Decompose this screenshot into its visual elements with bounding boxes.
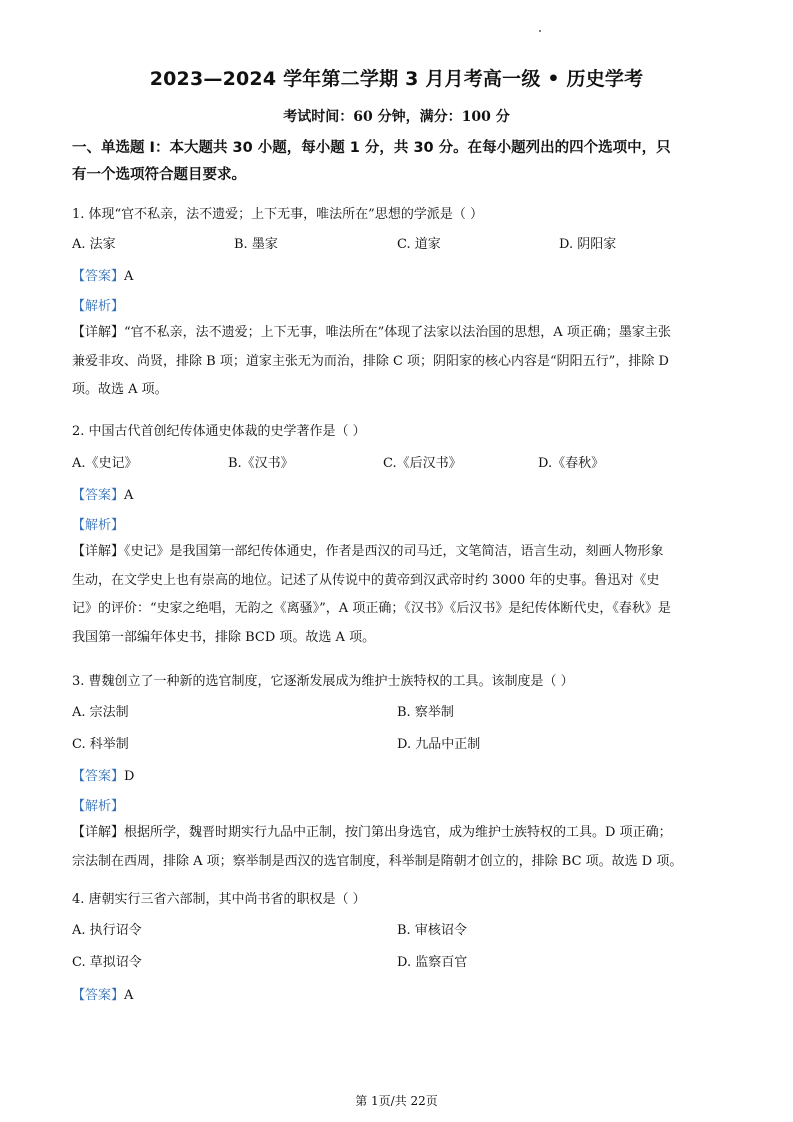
detail-paragraph: [72, 819, 722, 876]
analysis-label: 【解析】: [72, 518, 125, 533]
option-b: B. 察举制: [397, 705, 454, 720]
answer-label: 【答案】: [72, 769, 125, 784]
option-c: C.《后汉书》: [383, 456, 462, 471]
page-title: 2023—2024 学年第二学期 3 月月考高一级 • 历史学考: [149, 68, 644, 90]
answer-value: A: [124, 488, 134, 503]
option-b: B. 墨家: [234, 237, 278, 252]
option-a: A. 宗法制: [72, 705, 129, 720]
detail-line: 宗法制在西周，排除 A 项；察举制是西汉的选官制度，科举制是隋朝才创立的，排除 BC 项。故选 D 项。: [72, 853, 683, 869]
detail-line: 我国第一部编年体史书，排除 BCD 项。故选 A 项。: [72, 629, 376, 645]
answer-line: [72, 765, 134, 784]
answer-value: A: [124, 988, 134, 1003]
option-c: C. 道家: [397, 237, 441, 252]
detail-line: 记》的评价：“史家之绝唱，无韵之《离骚》”，A 项正确；《汉书》《后汉书》是纪传体断代史，《春秋》是: [72, 601, 671, 616]
question-stem: 3. 曹魏创立了一种新的选官制度，它逐渐发展成为维护士族特权的工具。该制度是（ ）: [72, 674, 574, 689]
option-d: D. 阴阳家: [559, 237, 617, 252]
option-d: D.《春秋》: [538, 456, 605, 471]
answer-line: [72, 265, 133, 284]
question-stem: 1. 体现“官不私亲，法不遗爱；上下无事，唯法所在”思想的学派是（ ）: [72, 207, 483, 222]
option-b: B. 审核诏令: [397, 923, 467, 938]
answer-line: [72, 484, 133, 503]
detail-line: 【详解】“官不私亲，法不遗爱；上下无事，唯法所在”体现了法家以法治国的思想，A 项正确；墨家主张: [72, 325, 671, 340]
scan-dot: [539, 30, 541, 32]
answer-line: [72, 984, 133, 1003]
detail-paragraph: [72, 538, 722, 652]
analysis-label: 【解析】: [72, 799, 125, 814]
detail-line: 兼爱非攻、尚贤，排除 B 项；道家主张无为而治，排除 C 项；阴阳家的核心内容是“阴阳五行”，排除 D: [72, 353, 669, 369]
detail-line: 【详解】《史记》是我国第一部纪传体通史，作者是西汉的司马迁，文笔简洁，语言生动，刻画人物形象: [72, 544, 664, 559]
option-c: C. 科举制: [72, 737, 129, 752]
detail-label: 【详解】: [72, 544, 125, 559]
option-a: A. 执行诏令: [72, 923, 142, 938]
answer-label: 【答案】: [72, 488, 125, 503]
section-heading: [72, 135, 722, 189]
detail-line: 项。故选 A 项。: [72, 382, 168, 397]
option-c: C. 草拟诏令: [72, 955, 142, 970]
section-heading-line1: 一、单选题 I：本大题共 30 小题，每小题 1 分，共 30 分。在每小题列出的四个选项中，只: [72, 140, 671, 156]
analysis-label: 【解析】: [72, 299, 125, 314]
section-heading-line2: 有一个选项符合题目要求。: [72, 167, 246, 183]
detail-label: 【详解】: [72, 825, 125, 840]
option-d: D. 监察百官: [397, 955, 468, 970]
answer-value: A: [124, 269, 134, 284]
option-a: A.《史记》: [72, 456, 138, 471]
detail-paragraph: [72, 319, 722, 405]
question-stem: 2. 中国古代首创纪传体通史体裁的史学著作是（ ）: [72, 424, 366, 439]
option-d: D. 九品中正制: [397, 737, 481, 752]
page-number: 第 1页/共 22页: [355, 1094, 438, 1108]
detail-line: 生动，在文学史上也有崇高的地位。记述了从传说中的黄帝到汉武帝时约 3000 年的史事。鲁迅对《史: [72, 572, 660, 588]
answer-label: 【答案】: [72, 269, 125, 284]
detail-line: 【详解】根据所学，魏晋时期实行九品中正制，按门第出身选官，成为维护士族特权的工具。D 项正确；: [72, 825, 672, 840]
option-b: B.《汉书》: [228, 456, 294, 471]
detail-label: 【详解】: [72, 325, 125, 340]
exam-info: 考试时间：60 分钟，满分：100 分: [283, 109, 510, 125]
option-a: A. 法家: [72, 237, 116, 252]
answer-value: D: [124, 769, 135, 784]
answer-label: 【答案】: [72, 988, 125, 1003]
question-stem: 4. 唐朝实行三省六部制，其中尚书省的职权是（ ）: [72, 892, 366, 907]
